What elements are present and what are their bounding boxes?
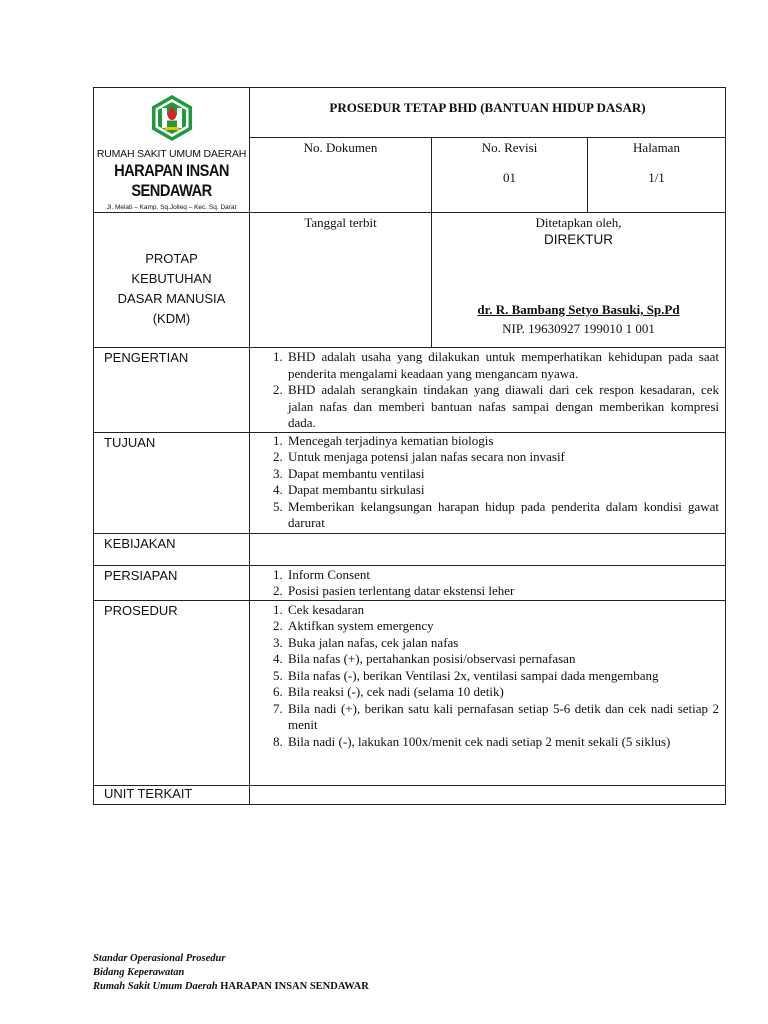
revision-value: 01 (503, 170, 516, 186)
protap-label (94, 213, 250, 348)
list-item: 1. BHD adalah usaha yang dilakukan untuk memperhatikan kehidupan pada saat penderita mengalami keadaan yang mengancam nyawa. (286, 349, 719, 382)
section-content-kebijakan (250, 533, 726, 565)
section-label-prosedur: PROSEDUR (94, 600, 250, 785)
protap-line: KEBUTUHAN (131, 271, 212, 286)
established-by: Ditetapkan oleh, (535, 215, 622, 230)
list-item: 1. Mencegah terjadinya kematian biologis (286, 433, 719, 450)
section-content-prosedur (250, 600, 726, 785)
doc-number-cell (250, 138, 432, 213)
section-content-tujuan (250, 432, 726, 533)
hospital-address: Jl. Melati – Kamp. Sq.Jolleq – Kec. Sq. Darat (106, 204, 237, 211)
list-item: 2. Posisi pasien terlentang datar ekstensi leher (286, 583, 719, 600)
protap-line: DASAR MANUSIA (117, 291, 226, 306)
list-item: 5. Bila nafas (-), berikan Ventilasi 2x, ventilasi sampai dada mengembang (286, 668, 719, 685)
persiapan-list (250, 567, 725, 600)
list-item: 2. Aktifkan system emergency (286, 618, 719, 635)
page-value: 1/1 (648, 170, 665, 186)
list-item: 1. Cek kesadaran (286, 602, 719, 619)
prosedur-list (250, 602, 725, 751)
sop-table (93, 87, 726, 805)
list-item: 8. Bila nadi (-), lakukan 100x/menit cek nadi setiap 2 menit sekali (5 siklus) (286, 734, 719, 751)
section-label-persiapan: PERSIAPAN (94, 565, 250, 600)
footer-line2: Bidang Keperawatan (93, 967, 185, 978)
signer-nip: NIP. 19630927 199010 1 001 (502, 321, 655, 336)
director-title: DIREKTUR (543, 232, 613, 247)
sop-document (93, 87, 725, 805)
hospital-emblem-icon (148, 94, 196, 142)
list-item: 5. Memberikan kelangsungan harapan hidup pada penderita dalam kondisi gawat darurat (286, 499, 719, 532)
hospital-name-line2: HARAPAN INSAN SENDAWAR (114, 161, 229, 200)
footer-line3-prefix: Rumah Sakit Umum Daerah (93, 981, 221, 992)
list-item: 6. Bila reaksi (-), cek nadi (selama 10 detik) (286, 684, 719, 701)
list-item: 7. Bila nadi (+), berikan satu kali pernafasan setiap 5-6 detik dan cek nadi setiap 2 menit (286, 701, 719, 734)
section-content-pengertian (250, 348, 726, 433)
pengertian-list (250, 349, 725, 432)
protap-line: (KDM) (152, 311, 191, 326)
issue-date-cell (250, 213, 432, 348)
revision-cell (432, 138, 588, 213)
list-item: 2. Untuk menjaga potensi jalan nafas secara non invasif (286, 449, 719, 466)
footer-hospital-name: HARAPAN INSAN SENDAWAR (220, 981, 369, 992)
issue-date-label: Tanggal terbit (304, 215, 377, 230)
list-item: 4. Dapat membantu sirkulasi (286, 482, 719, 499)
tujuan-list (250, 433, 725, 532)
signer-name: dr. R. Bambang Setyo Basuki, Sp.Pd (477, 302, 680, 317)
revision-label: No. Revisi (481, 140, 538, 156)
approval-cell (432, 213, 726, 348)
footer-line3 (93, 980, 369, 994)
section-content-unit-terkait (250, 785, 726, 804)
list-item: 2. BHD adalah serangkain tindakan yang diawali dari cek respon kesadaran, cek jalan nafas dan memberi bantuan nafas sampai dengan memberikan kompresi dada. (286, 382, 719, 432)
page-cell (588, 138, 726, 213)
hospital-logo (94, 94, 249, 146)
hospital-name-line1: RUMAH SAKIT UMUM DAERAH (96, 148, 247, 160)
footer-line1: Standar Operasional Prosedur (93, 953, 226, 964)
doc-number-label: No. Dokumen (303, 140, 378, 156)
section-label-kebijakan: KEBIJAKAN (94, 533, 250, 565)
hospital-logo-cell (94, 88, 250, 213)
list-item: 4. Bila nafas (+), pertahankan posisi/observasi pernafasan (286, 651, 719, 668)
list-item: 3. Buka jalan nafas, cek jalan nafas (286, 635, 719, 652)
section-label-unit-terkait: UNIT TERKAIT (94, 785, 250, 804)
document-footer (93, 952, 369, 994)
page-label: Halaman (633, 140, 680, 156)
list-item: 1. Inform Consent (286, 567, 719, 584)
list-item: 3. Dapat membantu ventilasi (286, 466, 719, 483)
section-content-persiapan (250, 565, 726, 600)
protap-line: PROTAP (145, 251, 198, 266)
section-label-tujuan: TUJUAN (94, 432, 250, 533)
section-label-pengertian: PENGERTIAN (94, 348, 250, 433)
document-title: PROSEDUR TETAP BHD (BANTUAN HIDUP DASAR) (250, 88, 726, 138)
